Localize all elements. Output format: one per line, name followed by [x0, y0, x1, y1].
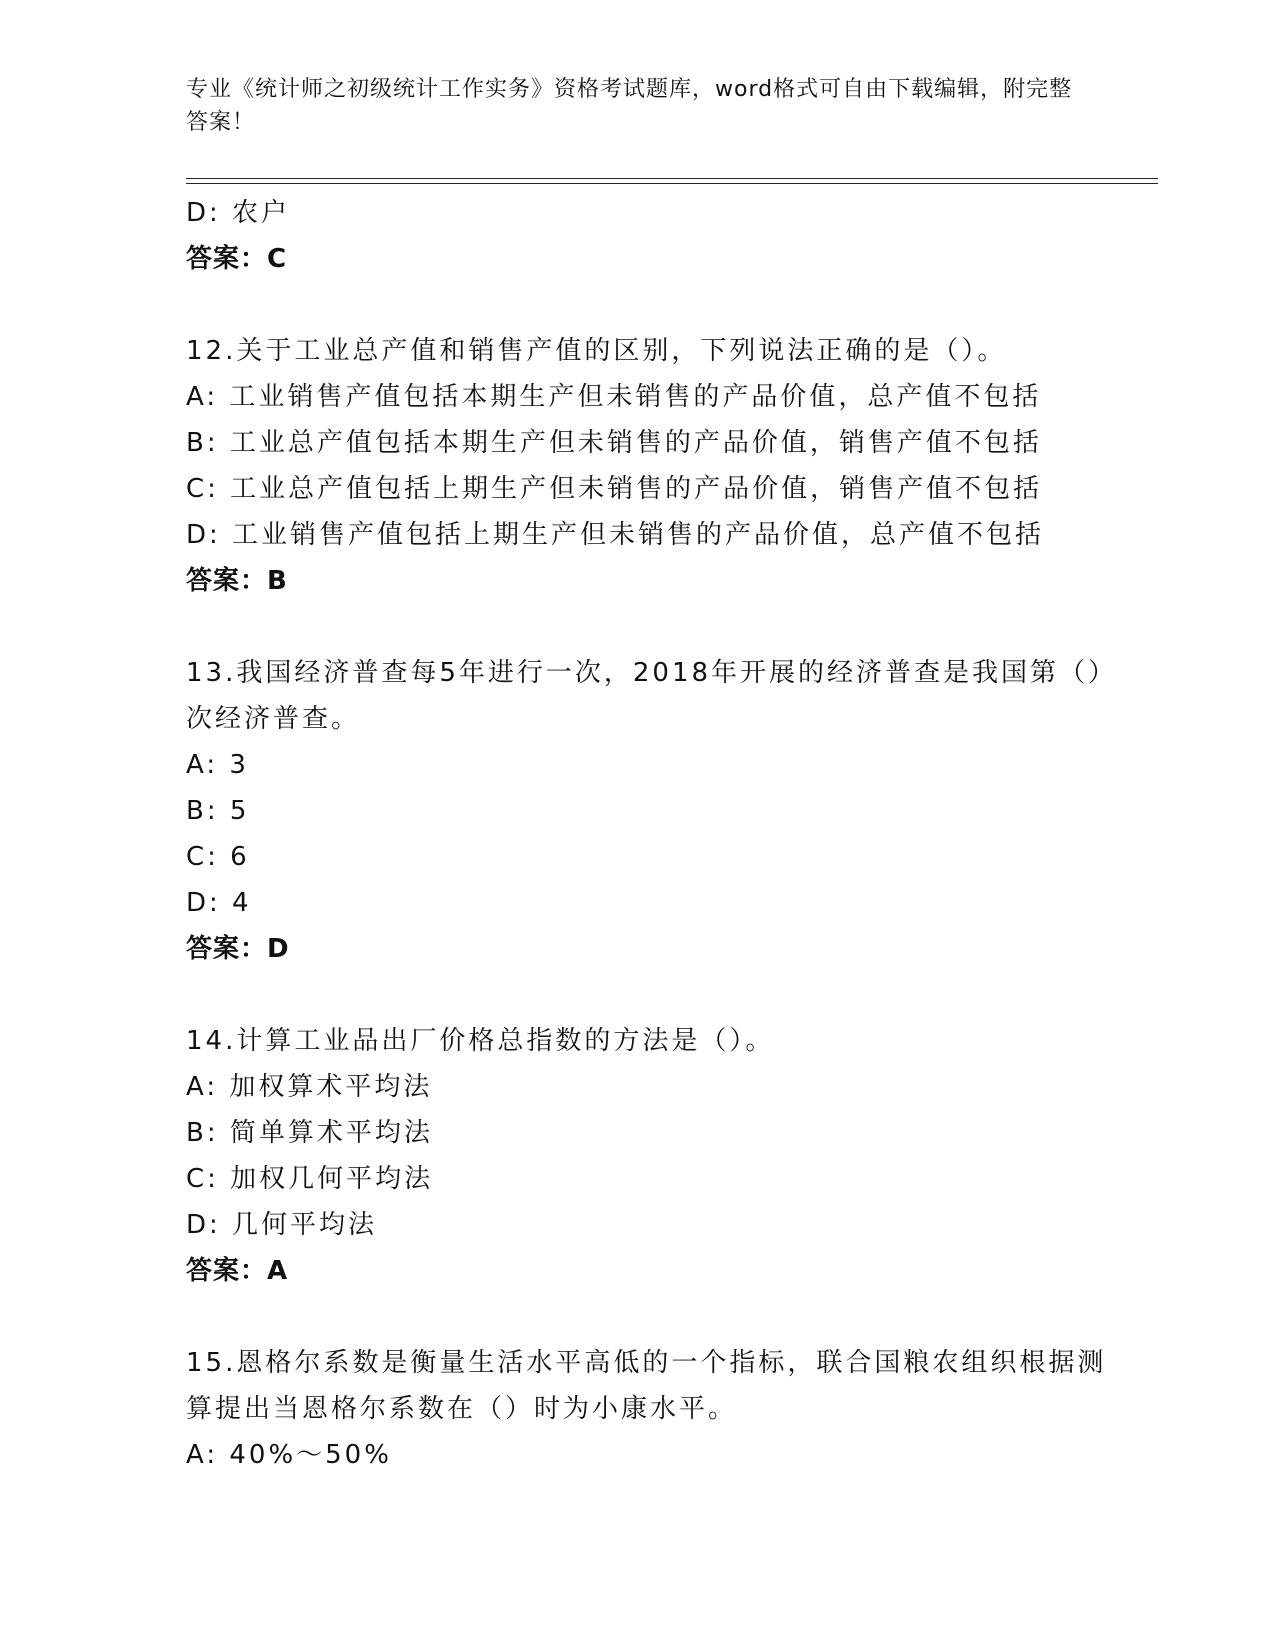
- option-b: B: 简单算术平均法: [186, 1118, 433, 1148]
- answer: 答案：A: [186, 1256, 289, 1286]
- answer: 答案：B: [186, 566, 288, 596]
- spacer: [186, 282, 1116, 328]
- question-text: 12.关于工业总产值和销售产值的区别，下列说法正确的是（）。: [186, 336, 1007, 366]
- spacer: [186, 1294, 1116, 1340]
- option-c: C: 加权几何平均法: [186, 1164, 434, 1194]
- option-d: D: 工业销售产值包括上期生产但未销售的产品价值，总产值不包括: [186, 520, 1045, 550]
- question-text: 14.计算工业品出厂价格总指数的方法是（）。: [186, 1026, 775, 1056]
- question-12: [186, 328, 1116, 604]
- answer: 答案：D: [186, 934, 290, 964]
- question-13: [186, 650, 1116, 972]
- option-b: B: 工业总产值包括本期生产但未销售的产品价值，销售产值不包括: [186, 428, 1042, 458]
- question-14: [186, 1018, 1116, 1294]
- option-d: D: 4: [186, 888, 252, 918]
- option-a: A: 40%～50%: [186, 1440, 392, 1470]
- header-divider-top: [186, 178, 1158, 179]
- document-header: 专业《统计师之初级统计工作实务》资格考试题库，word格式可自由下载编辑，附完整答案！: [186, 77, 1073, 135]
- previous-option-d: D: 农户: [186, 198, 291, 228]
- question-text: 13.我国经济普查每5年进行一次，2018年开展的经济普查是我国第（）次经济普查。: [186, 658, 1105, 734]
- option-b: B: 5: [186, 796, 250, 826]
- spacer: [186, 972, 1116, 1018]
- option-c: C: 6: [186, 842, 250, 872]
- document-body: [186, 190, 1116, 1478]
- header-divider-bottom: [186, 183, 1158, 184]
- option-a: A: 工业销售产值包括本期生产但未销售的产品价值，总产值不包括: [186, 382, 1042, 412]
- question-text: 15.恩格尔系数是衡量生活水平高低的一个指标，联合国粮农组织根据测算提出当恩格尔系数在（）时为小康水平。: [186, 1348, 1107, 1424]
- question-15: [186, 1340, 1116, 1478]
- previous-answer: 答案：C: [186, 244, 288, 274]
- option-d: D: 几何平均法: [186, 1210, 378, 1240]
- spacer: [186, 604, 1116, 650]
- option-a: A: 3: [186, 750, 249, 780]
- option-c: C: 工业总产值包括上期生产但未销售的产品价值，销售产值不包括: [186, 474, 1043, 504]
- option-a: A: 加权算术平均法: [186, 1072, 433, 1102]
